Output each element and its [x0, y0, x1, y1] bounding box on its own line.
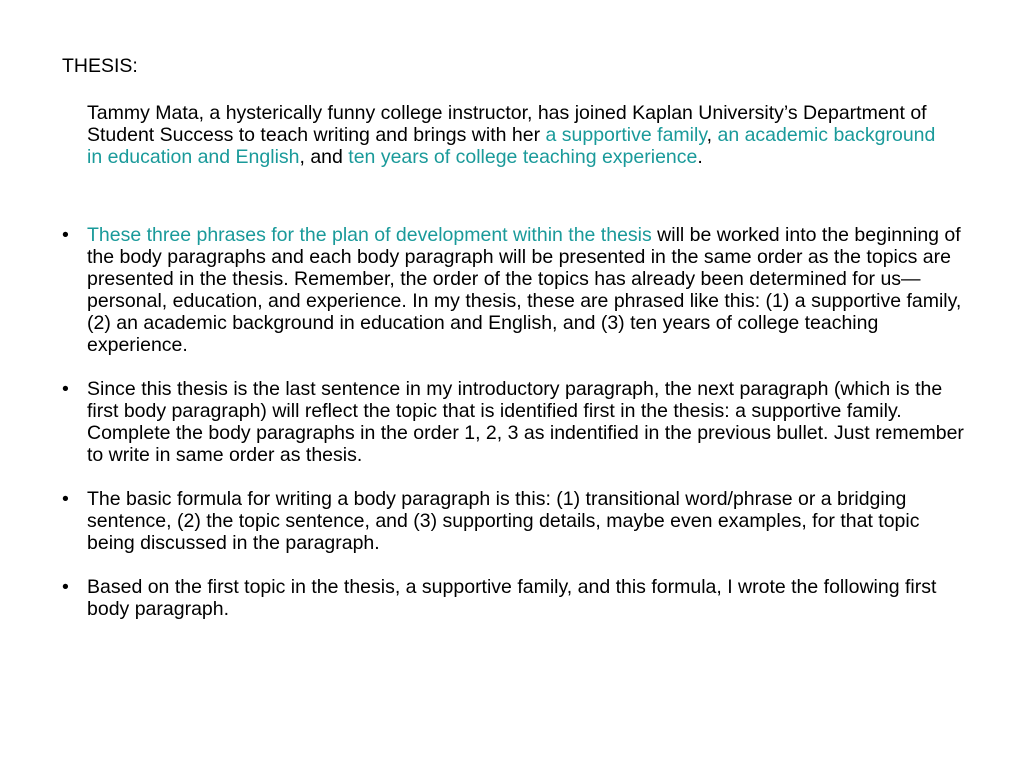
- thesis-end: .: [697, 146, 703, 168]
- bullet-text: The basic formula for writing a body paragraph is this: (1) transitional word/phrase or a bridging sentence, (2) the topic sentence, and (3) supporting details, maybe even examples, for that topic being discussed in the paragraph.: [87, 488, 920, 554]
- thesis-phrase-experience: ten years of college teaching experience: [348, 146, 698, 168]
- bullet-text: Based on the first topic in the thesis, a supportive family, and this formula, I wrote the following first body paragraph.: [87, 576, 937, 620]
- bullet-icon: •: [62, 378, 69, 400]
- thesis-phrase-education: an academic background in education and English: [87, 124, 936, 168]
- bullet-item: [62, 488, 967, 554]
- bullet-icon: •: [62, 224, 69, 246]
- thesis-separator: ,: [706, 124, 718, 146]
- thesis-separator: , and: [299, 146, 349, 168]
- bullet-icon: •: [62, 488, 69, 510]
- thesis-phrase-family: a supportive family: [545, 124, 707, 146]
- bullet-highlight: These three phrases for the plan of development within the thesis: [87, 224, 652, 246]
- bullet-item: [62, 378, 967, 466]
- bullet-item: [62, 224, 967, 356]
- thesis-statement: [87, 102, 947, 168]
- bullet-text: will be worked into the beginning of the body paragraphs and each body paragraph will be presented in the same order as the topics are presented in the thesis. Remember, the order of the topics has already been determined for us—personal, education, and experience. In my thesis, these are phrased like this: (1) a supportive family, (2) an academic background in education and English, and (3) ten years of college teaching experience.: [87, 224, 962, 356]
- bullet-icon: •: [62, 576, 69, 598]
- bullet-list: [62, 224, 967, 642]
- bullet-item: [62, 576, 967, 620]
- bullet-text: Since this thesis is the last sentence in my introductory paragraph, the next paragraph (which is the first body paragraph) will reflect the topic that is identified first in the thesis: a supportive family. Complete the body paragraphs in the order 1, 2, 3 as indentified in the previous bullet. Just remember to write in same order as thesis.: [87, 378, 964, 466]
- thesis-text: Tammy Mata, a hysterically funny college instructor, has joined Kaplan University’s Department of Student Success to teach writing and brings with her: [87, 102, 927, 146]
- thesis-heading: THESIS:: [62, 55, 138, 77]
